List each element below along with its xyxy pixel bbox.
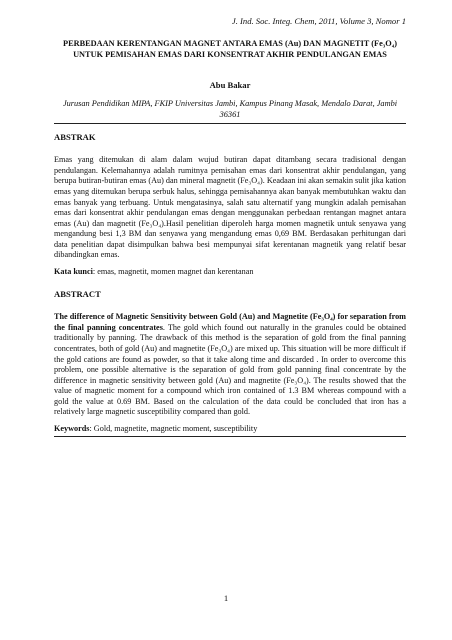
author-name: Abu Bakar	[209, 80, 251, 91]
abstrak-heading: ABSTRAK	[54, 132, 96, 143]
abstract-title: The difference of Magnetic Sensitivity between Gold (Au) and Magnetite (Fe₃O₄) for separation from the final panning concentrates	[54, 312, 406, 332]
abstract-keywords-label: Keywords	[54, 423, 90, 433]
abstrak-keywords-label: Kata kunci	[54, 266, 93, 276]
abstract-keywords-text: : Gold, magnetite, magnetic moment, susceptibility	[89, 423, 258, 433]
abstract-keywords	[54, 424, 406, 435]
abstrak-keywords-text: : emas, magnetit, momen magnet dan kerentanan	[92, 266, 254, 276]
abstract-body	[54, 312, 406, 417]
abstract-heading: ABSTRACT	[54, 289, 101, 300]
abstrak-keywords	[54, 267, 406, 278]
abstract-text: . The gold which found out naturally in the granules could be obtained traditionally by panning. The drawback of this method is the separation of gold from the final panning concentrates, both of gold (Au) and magnetite (Fe₃O₄) are mixed up. This situation will be more difficult if the gold cations are found as powder, so that it take along time and discarded . In order to overcome this problem, one possible alternative is the separation of gold from gold panning final concentrate by the difference in magnetic sensitivity between gold (Au) and magnetite (Fe₃O₄). The results showed that the value of magnetic moment for a compound which iron contained of 1.3 BM whereas compound with a gold the value at 0.69 BM. Based on the calculation of the data could be concluded that iron has a relatively large magnetic susceptibility compared than gold.	[54, 322, 407, 417]
paper-title: PERBEDAAN KERENTANGAN MAGNET ANTARA EMAS (Au) DAN MAGNETIT (Fe₃O₄) UNTUK PEMISAHAN EMAS DARI KONSENTRAT AKHIR PENDULANGAN EMAS	[63, 39, 397, 59]
journal-header: J. Ind. Soc. Integ. Chem, 2011, Volume 3, Nomor 1	[231, 16, 406, 26]
abstract-divider	[54, 436, 406, 437]
header-divider	[54, 123, 406, 124]
page-number: 1	[223, 593, 229, 603]
author-affiliation: Jurusan Pendidikan MIPA, FKIP Universitas Jambi, Kampus Pinang Masak, Mendalo Darat, Jambi 36361	[62, 99, 398, 119]
abstrak-body: Emas yang ditemukan di alam dalam wujud butiran dapat ditambang secara tradisional dengan pendulangan. Kelemahannya adalah rumitnya pemisahan emas dari konsentrat akhir pendulangan, yang berupa butiran-butiran emas (Au) dan mineral magnetit (Fe₃O₄). Keadaan ini akan semakin sulit jika kation emas yang ditemukan berupa serbuk halus, sehingga pemisahannya akan banyak membutuhkan waktu dan emas banyak yang terbuang. Untuk mengatasinya, salah satu alternatif yang mungkin adalah pemisahan emas dari konsentrat akhir pendulangan emas dengan menggunakan perbedaan rentangan magnet antara emas (Au) dan magnetit (Fe₃O₄).Hasil penelitian diperoleh harga momen magnetik untuk senyawa yang mengandung besi 1,3 BM dan senyawa yang mengandung emas 0,69 BM. Berdasakan perhitungan dari data penelitian dapat disimpulkan bahwa besi mempunyai sifat kerentanan magnetik yang relatif besar dibandingkan emas.	[54, 155, 406, 260]
